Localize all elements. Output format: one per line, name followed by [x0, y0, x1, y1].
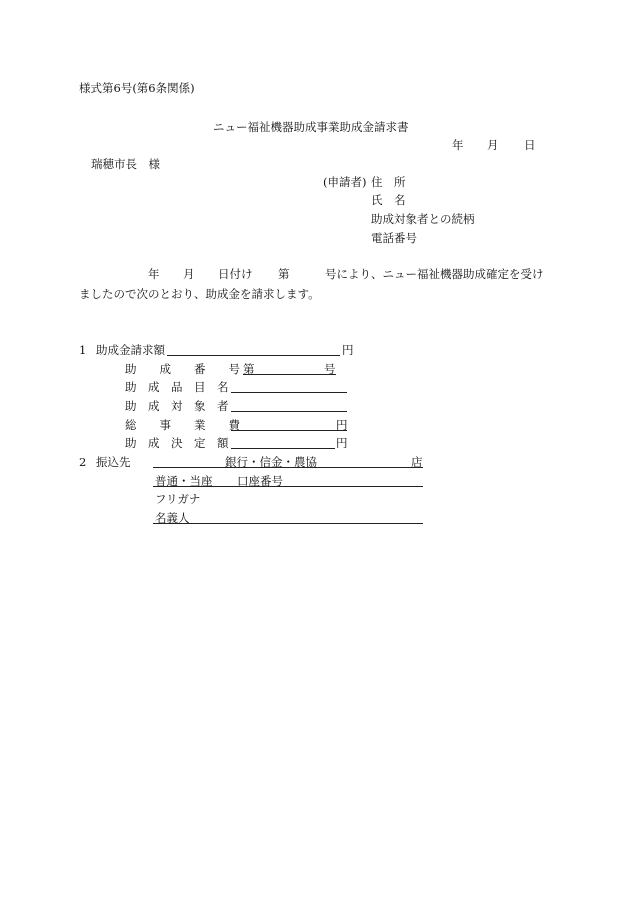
body-dai-label: 第 — [278, 267, 290, 281]
total-cost-label: 総 事 業 費 — [125, 418, 240, 432]
addressee: 瑞穂市長 様 — [91, 157, 160, 171]
claim-amount-field[interactable] — [167, 341, 340, 356]
decided-amount-label: 助 成 決 定 額 — [125, 436, 229, 450]
date-day-label: 日 — [524, 138, 536, 152]
date-month-label: 月 — [487, 138, 499, 152]
body-month-label: 月 — [183, 267, 195, 281]
holder-label: 名義人 — [155, 511, 190, 525]
claim-amount-yen: 円 — [342, 343, 354, 357]
page-title: ニュー福祉機器助成事業助成金請求書 — [213, 120, 409, 134]
applicant-role: (申請者) — [323, 175, 367, 189]
applicant-phone-label: 電話番号 — [371, 231, 417, 245]
branch-label: 店 — [411, 455, 423, 469]
item1-label: 助成金請求額 — [96, 343, 165, 357]
item-name-field[interactable] — [231, 378, 347, 393]
body-year-label: 年 — [148, 267, 160, 281]
target-person-label: 助 成 対 象 者 — [125, 399, 229, 413]
item-name-label: 助 成 品 目 名 — [125, 380, 229, 394]
date-year-label: 年 — [452, 138, 464, 152]
subsidy-number-go: 号 — [324, 362, 336, 376]
total-cost-yen: 円 — [336, 418, 348, 432]
subsidy-number-dai: 第 — [243, 362, 255, 376]
target-person-field[interactable] — [231, 397, 347, 412]
subsidy-number-field[interactable] — [243, 360, 336, 375]
decided-amount-field[interactable] — [231, 434, 335, 449]
furigana-label: フリガナ — [155, 492, 201, 506]
bank-types: 銀行・信金・農協 — [225, 455, 317, 469]
account-number-label: 口座番号 — [237, 474, 283, 488]
total-cost-field[interactable] — [231, 416, 347, 431]
body-line1-rest: 号により、ニュー福祉機器助成確定を受け — [325, 267, 544, 281]
subsidy-number-label: 助 成 番 号 — [125, 362, 240, 376]
body-day-label: 日付け — [218, 267, 253, 281]
item1-number: 1 — [79, 343, 87, 357]
item2-number: 2 — [79, 455, 87, 469]
body-line2: ましたので次のとおり、助成金を請求します。 — [79, 287, 320, 301]
item2-label: 振込先 — [96, 455, 131, 469]
account-type: 普通・当座 — [155, 474, 213, 488]
form-number: 様式第6号(第6条関係) — [79, 81, 195, 95]
applicant-relation-label: 助成対象者との続柄 — [371, 212, 475, 226]
applicant-name-label: 氏 名 — [371, 193, 406, 207]
applicant-address-label: 住 所 — [371, 175, 406, 189]
decided-amount-yen: 円 — [336, 436, 348, 450]
holder-field[interactable] — [153, 509, 423, 524]
